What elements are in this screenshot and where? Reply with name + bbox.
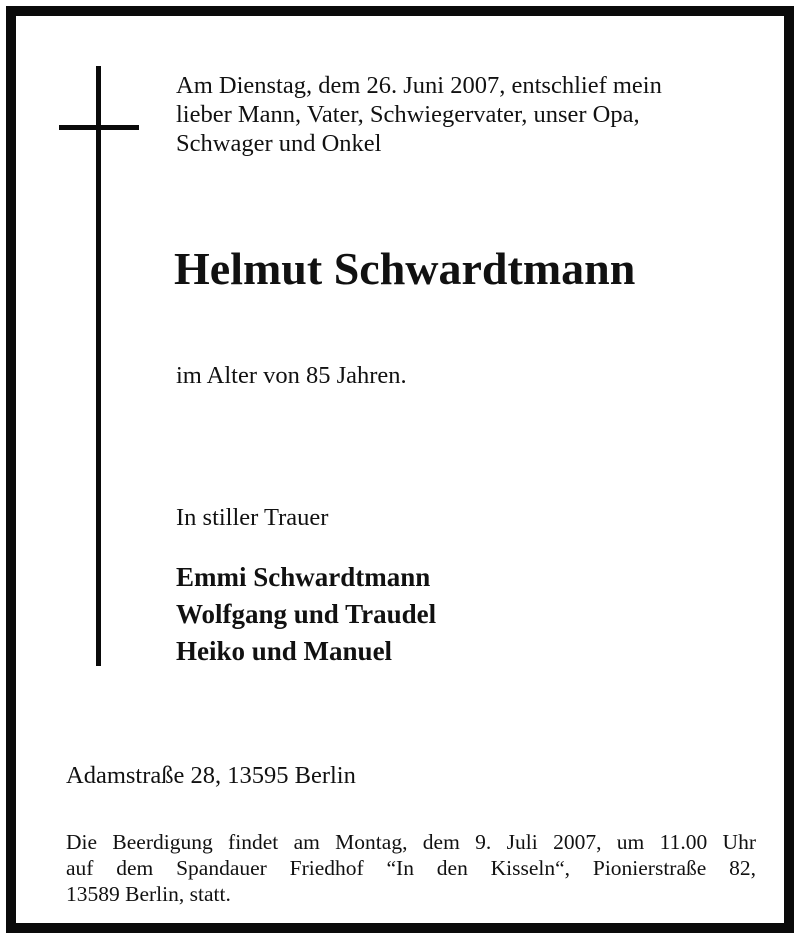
notice-frame xyxy=(6,6,794,933)
funeral-info-line: Die Beerdigung findet am Montag, dem 9. Juli 2007, um 11.00 Uhr xyxy=(66,830,756,854)
deceased-name: Helmut Schwardtmann xyxy=(174,243,636,294)
mourning-phrase: In stiller Trauer xyxy=(176,504,329,531)
age-text: im Alter von 85 Jahren. xyxy=(176,362,407,389)
intro-text: Am Dienstag, dem 26. Juni 2007, entschlief mein lieber Mann, Vater, Schwiegervater, unser Opa, Schwager und Onkel xyxy=(176,72,662,157)
funeral-info-line: auf dem Spandauer Friedhof “In den Kisseln“, Pionierstraße 82, xyxy=(66,856,756,880)
funeral-info xyxy=(66,829,756,907)
mourner-name: Wolfgang und Traudel xyxy=(176,599,437,629)
mourner-name: Emmi Schwardtmann xyxy=(176,562,431,592)
funeral-info-line: 13589 Berlin, statt. xyxy=(66,882,231,906)
mourners-list xyxy=(176,559,436,670)
address: Adamstraße 28, 13595 Berlin xyxy=(66,762,356,789)
cross-icon-crossbar xyxy=(59,125,139,130)
cross-icon xyxy=(96,66,101,666)
mourner-name: Heiko und Manuel xyxy=(176,636,393,666)
